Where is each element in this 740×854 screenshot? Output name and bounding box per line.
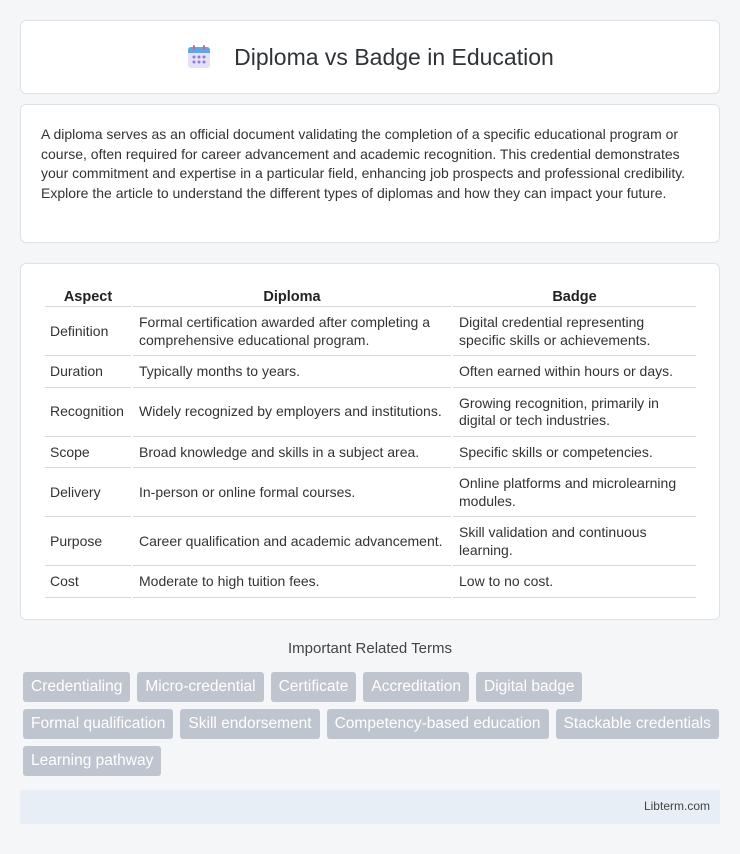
cell-aspect: Scope (45, 437, 131, 469)
cell-badge: Specific skills or competencies. (453, 437, 696, 469)
cell-badge: Online platforms and microlearning modules. (453, 468, 696, 517)
cell-badge: Growing recognition, primarily in digital or tech industries. (453, 388, 696, 437)
tag-digital-badge[interactable]: Digital badge (476, 672, 582, 702)
comparison-table (43, 286, 698, 598)
tag-skill-endorsement[interactable]: Skill endorsement (180, 709, 319, 739)
table-row (45, 437, 696, 469)
tag-certificate[interactable]: Certificate (271, 672, 357, 702)
cell-badge: Digital credential representing specific skills or achievements. (453, 307, 696, 356)
tag-micro-credential[interactable]: Micro-credential (137, 672, 263, 702)
cell-diploma: Broad knowledge and skills in a subject area. (133, 437, 451, 469)
header-badge: Badge (453, 286, 696, 307)
table-row (45, 388, 696, 437)
footer-brand[interactable]: Libterm.com (643, 799, 710, 813)
title-card (20, 20, 720, 94)
cell-diploma: Career qualification and academic advancement. (133, 517, 451, 566)
cell-badge: Low to no cost. (453, 566, 696, 598)
related-terms-heading: Important Related Terms (288, 640, 452, 657)
tag-stackable-credentials[interactable]: Stackable credentials (556, 709, 719, 739)
cell-aspect: Cost (45, 566, 131, 598)
page-title: Diploma vs Badge in Education (234, 43, 554, 70)
table-row (45, 468, 696, 517)
cell-diploma: In-person or online formal courses. (133, 468, 451, 517)
cell-diploma: Moderate to high tuition fees. (133, 566, 451, 598)
tag-competency-based-education[interactable]: Competency-based education (327, 709, 549, 739)
table-row (45, 566, 696, 598)
intro-paragraph: A diploma serves as an official document validating the completion of a specific educational program or course, often required for career advancement and academic recognition. This credential demonstrates your commitment and expertise in a particular field, enhancing job prospects and professional credibility. Explore the article to understand the different types of diplomas and how they can impact your future. (41, 126, 686, 201)
table-header-row (45, 286, 696, 307)
cell-aspect: Definition (45, 307, 131, 356)
cell-aspect: Recognition (45, 388, 131, 437)
table-row (45, 356, 696, 388)
tag-credentialing[interactable]: Credentialing (23, 672, 130, 702)
intro-card (20, 104, 720, 243)
footer (20, 790, 720, 824)
tag-accreditation[interactable]: Accreditation (363, 672, 469, 702)
table-row (45, 307, 696, 356)
cell-badge: Often earned within hours or days. (453, 356, 696, 388)
comparison-table-card (20, 263, 720, 620)
tag-learning-pathway[interactable]: Learning pathway (23, 746, 161, 776)
cell-diploma: Formal certification awarded after completing a comprehensive educational program. (133, 307, 451, 356)
header-aspect: Aspect (45, 286, 131, 307)
cell-aspect: Duration (45, 356, 131, 388)
table-row (45, 517, 696, 566)
header-diploma: Diploma (133, 286, 451, 307)
tag-formal-qualification[interactable]: Formal qualification (23, 709, 173, 739)
cell-diploma: Widely recognized by employers and institutions. (133, 388, 451, 437)
cell-aspect: Delivery (45, 468, 131, 517)
related-terms-list (23, 672, 723, 776)
cell-aspect: Purpose (45, 517, 131, 566)
cell-diploma: Typically months to years. (133, 356, 451, 388)
cell-badge: Skill validation and continuous learning. (453, 517, 696, 566)
calendar-grid-icon (186, 44, 212, 70)
